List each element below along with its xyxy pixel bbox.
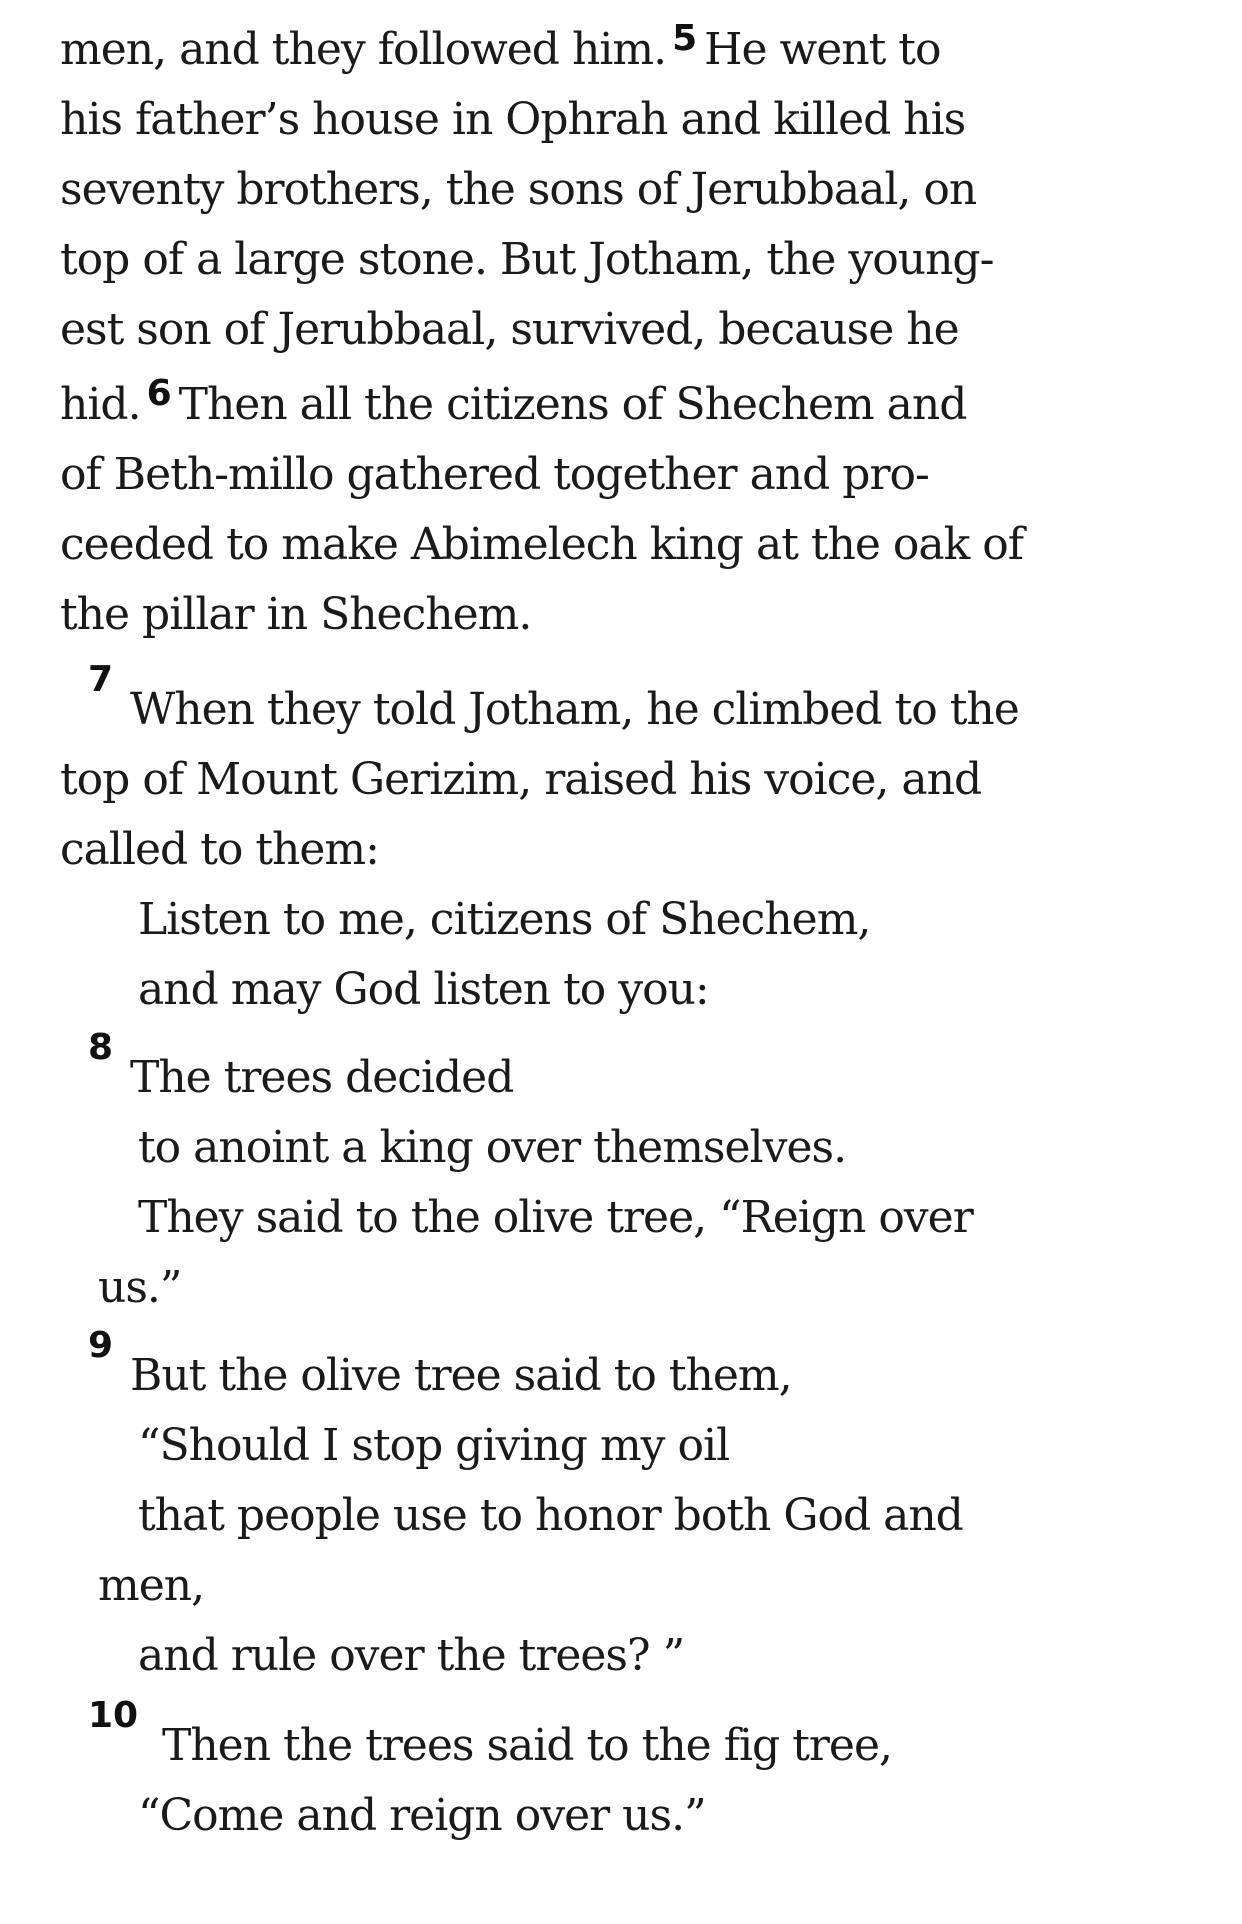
poem-line: “Come and reign over us.” — [138, 1790, 706, 1841]
text-line: his father’s house in Ophrah and killed his — [60, 94, 966, 145]
text-line: called to them: — [60, 824, 379, 875]
text-line: top of Mount Gerizim, raised his voice, and — [60, 754, 982, 805]
poem-line: us.” — [98, 1262, 182, 1313]
poem-line: But the olive tree said to them, — [130, 1350, 792, 1401]
text-line: est son of Jerubbaal, survived, because he — [60, 304, 959, 355]
verse-number-9[interactable]: 9 — [88, 1325, 114, 1366]
verse-number-7[interactable]: 7 — [88, 659, 114, 700]
text-line — [60, 20, 940, 83]
text-line: of Beth-millo gathered together and pro- — [60, 449, 929, 500]
text-line: ceeded to make Abimelech king at the oak of — [60, 519, 1024, 570]
poem-line: They said to the olive tree, “Reign over — [138, 1192, 973, 1243]
verse-number-8[interactable]: 8 — [88, 1027, 114, 1068]
text-segment: He went to — [704, 24, 941, 75]
poem-line: to anoint a king over themselves. — [138, 1122, 847, 1173]
poem-line: Listen to me, citizens of Shechem, — [138, 894, 871, 945]
poem-line: and rule over the trees? ” — [138, 1630, 685, 1681]
poem-line: men, — [98, 1560, 205, 1611]
poem-line: that people use to honor both God and — [138, 1490, 963, 1541]
text-segment: men, and they followed him. — [60, 24, 667, 75]
verse-number-5[interactable]: 5 — [672, 18, 697, 59]
poem-line: The trees decided — [130, 1052, 514, 1103]
text-line — [60, 375, 966, 438]
text-segment: hid. — [60, 379, 141, 430]
text-line: top of a large stone. But Jotham, the young- — [60, 234, 994, 285]
poem-line: and may God listen to you: — [138, 964, 709, 1015]
verse-number-6[interactable]: 6 — [146, 373, 171, 414]
poem-line: “Should I stop giving my oil — [138, 1420, 730, 1471]
text-line: seventy brothers, the sons of Jerubbaal, on — [60, 164, 977, 215]
text-line: When they told Jotham, he climbed to the — [130, 684, 1019, 735]
text-line: the pillar in Shechem. — [60, 589, 532, 640]
poem-line: Then the trees said to the fig tree, — [162, 1720, 892, 1771]
verse-number-10[interactable]: 10 — [88, 1695, 139, 1736]
text-segment: Then all the citizens of Shechem and — [178, 379, 967, 430]
